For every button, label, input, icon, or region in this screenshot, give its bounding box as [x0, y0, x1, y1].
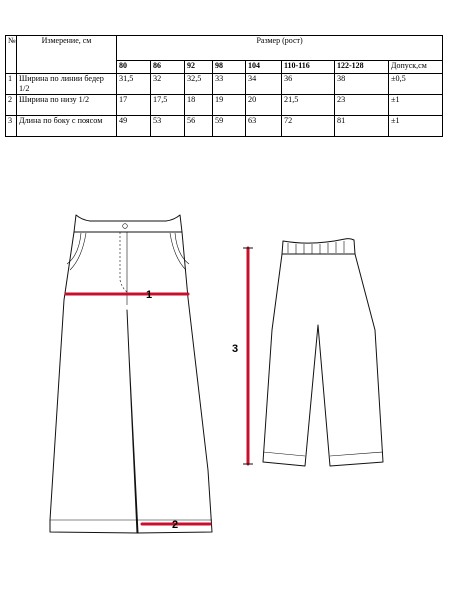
row-value: 20	[246, 95, 282, 116]
size-header-86: 86	[151, 61, 185, 74]
tolerance-header: Допуск,см	[389, 61, 443, 74]
size-header-122-128: 122-128	[335, 61, 389, 74]
row-no: 3	[6, 116, 17, 137]
row-value: 59	[213, 116, 246, 137]
fly-stitch	[120, 232, 127, 292]
row-value: 63	[246, 116, 282, 137]
row-name: Ширина по линии бедер 1/2	[17, 74, 117, 95]
back-pants-drawing	[232, 239, 383, 466]
row-no: 2	[6, 95, 17, 116]
front-pants-drawing	[50, 215, 212, 533]
measure-header: Измерение, см	[17, 36, 117, 74]
back-hem-line	[263, 452, 383, 456]
row-value: 21,5	[282, 95, 335, 116]
row-value: 32,5	[185, 74, 213, 95]
size-header-110-116: 110-116	[282, 61, 335, 74]
front-legs-outline	[50, 232, 212, 533]
row-value: 32	[151, 74, 185, 95]
row-tolerance: ±1	[389, 116, 443, 137]
row-value: 17,5	[151, 95, 185, 116]
row-value: 38	[335, 74, 389, 95]
row-value: 31,5	[117, 74, 151, 95]
size-group-header: Размер (рост)	[117, 36, 443, 61]
size-header-92: 92	[185, 61, 213, 74]
row-value: 72	[282, 116, 335, 137]
row-value: 19	[213, 95, 246, 116]
right-pocket-inner	[175, 233, 189, 264]
row-value: 81	[335, 116, 389, 137]
row-tolerance: ±1	[389, 95, 443, 116]
front-waistband	[74, 215, 182, 232]
measure-label-3: 3	[232, 343, 239, 355]
size-header-80: 80	[117, 61, 151, 74]
row-name: Длина по боку с поясом	[17, 116, 117, 137]
measure-label-2: 2	[172, 519, 179, 531]
row-value: 18	[185, 95, 213, 116]
no-header: №	[6, 36, 17, 74]
row-value: 56	[185, 116, 213, 137]
row-no: 1	[6, 74, 17, 95]
size-header-104: 104	[246, 61, 282, 74]
row-value: 23	[335, 95, 389, 116]
size-header-98: 98	[213, 61, 246, 74]
back-legs-outline	[263, 254, 383, 466]
row-value: 34	[246, 74, 282, 95]
row-value: 33	[213, 74, 246, 95]
left-pocket	[70, 233, 86, 270]
left-pocket-inner	[67, 233, 81, 264]
button-icon	[123, 224, 128, 229]
row-name: Ширина по низу 1/2	[17, 95, 117, 116]
measure-label-1: 1	[146, 289, 153, 301]
row-value: 53	[151, 116, 185, 137]
row-tolerance: ±0,5	[389, 74, 443, 95]
row-value: 17	[117, 95, 151, 116]
row-value: 36	[282, 74, 335, 95]
row-value: 49	[117, 116, 151, 137]
